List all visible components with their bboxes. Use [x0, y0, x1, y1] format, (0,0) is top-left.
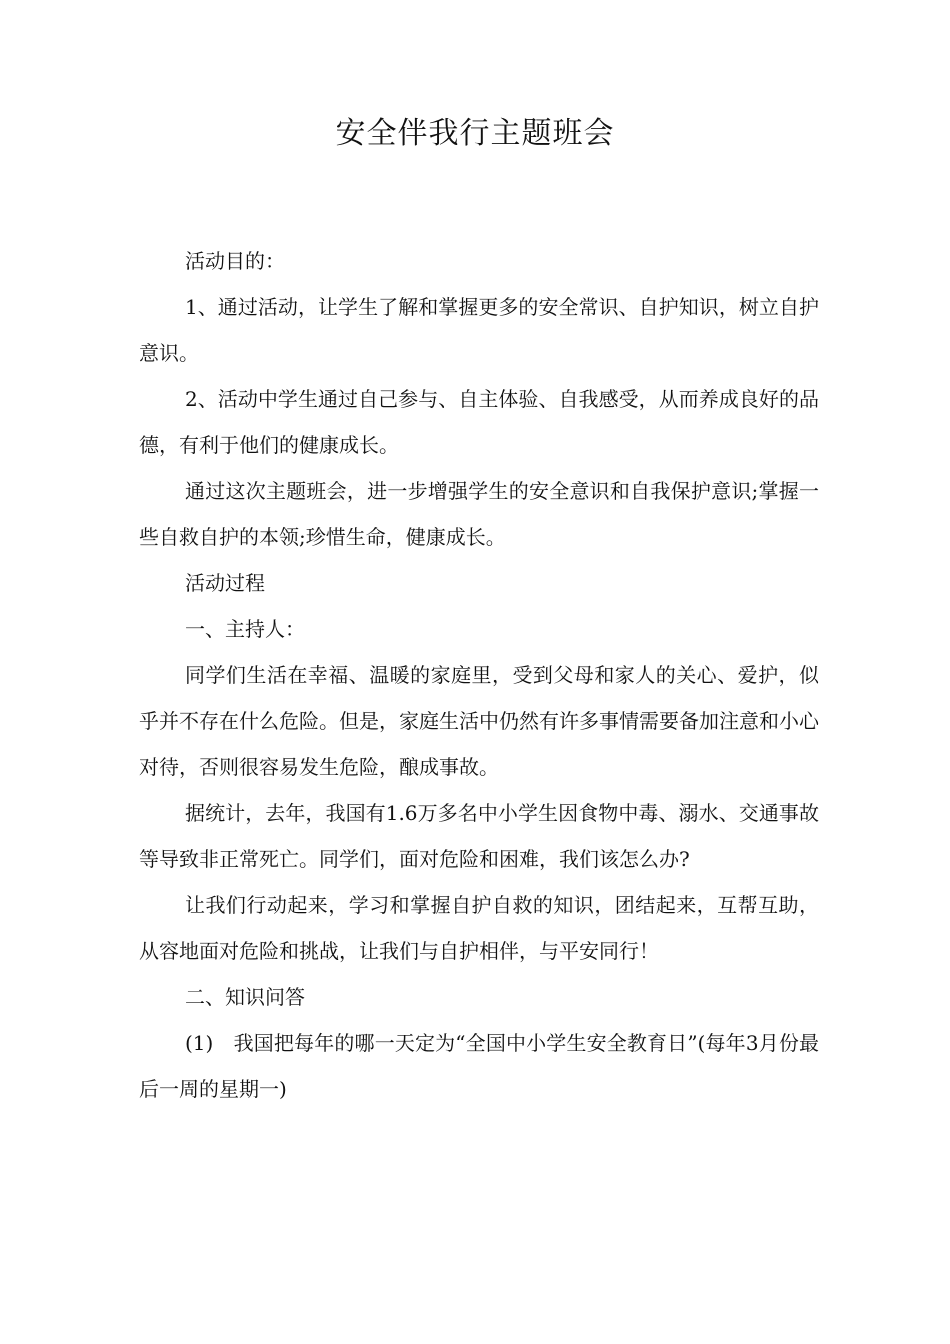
document-title: 安全伴我行主题班会 [335, 116, 615, 151]
paragraph-question-1: (1) 我国把每年的哪一天定为“全国中小学生安全教育日”(每年3月份最后一周的星期一) [139, 1031, 819, 1101]
paragraph-activity-goal-heading: 活动目的： [185, 249, 285, 273]
paragraph-goal-2: 2、活动中学生通过自己参与、自主体验、自我感受，从而养成良好的品德，有利于他们的健康成长。 [139, 387, 819, 457]
paragraph-section-2-heading: 二、知识问答 [185, 985, 305, 1009]
paragraph-host-intro: 同学们生活在幸福、温暖的家庭里，受到父母和家人的关心、爱护，似乎并不存在什么危险。但是，家庭生活中仍然有许多事情需要备加注意和小心对待，否则很容易发生危险，酿成事故。 [139, 663, 819, 779]
paragraph-goal-summary: 通过这次主题班会，进一步增强学生的安全意识和自我保护意识;掌握一些自救自护的本领;珍惜生命，健康成长。 [139, 479, 819, 549]
paragraph-activity-process-heading: 活动过程 [185, 571, 265, 595]
paragraph-statistics: 据统计，去年，我国有1.6万多名中小学生因食物中毒、溺水、交通事故等导致非正常死亡。同学们，面对危险和困难，我们该怎么办? [139, 801, 819, 871]
paragraph-section-1-heading: 一、主持人： [185, 617, 305, 641]
document-body [139, 238, 819, 1112]
paragraph-goal-1: 1、通过活动，让学生了解和掌握更多的安全常识、自护知识，树立自护意识。 [139, 295, 819, 365]
paragraph-call-to-action: 让我们行动起来，学习和掌握自护自救的知识，团结起来，互帮互助，从容地面对危险和挑战，让我们与自护相伴，与平安同行！ [139, 893, 819, 963]
